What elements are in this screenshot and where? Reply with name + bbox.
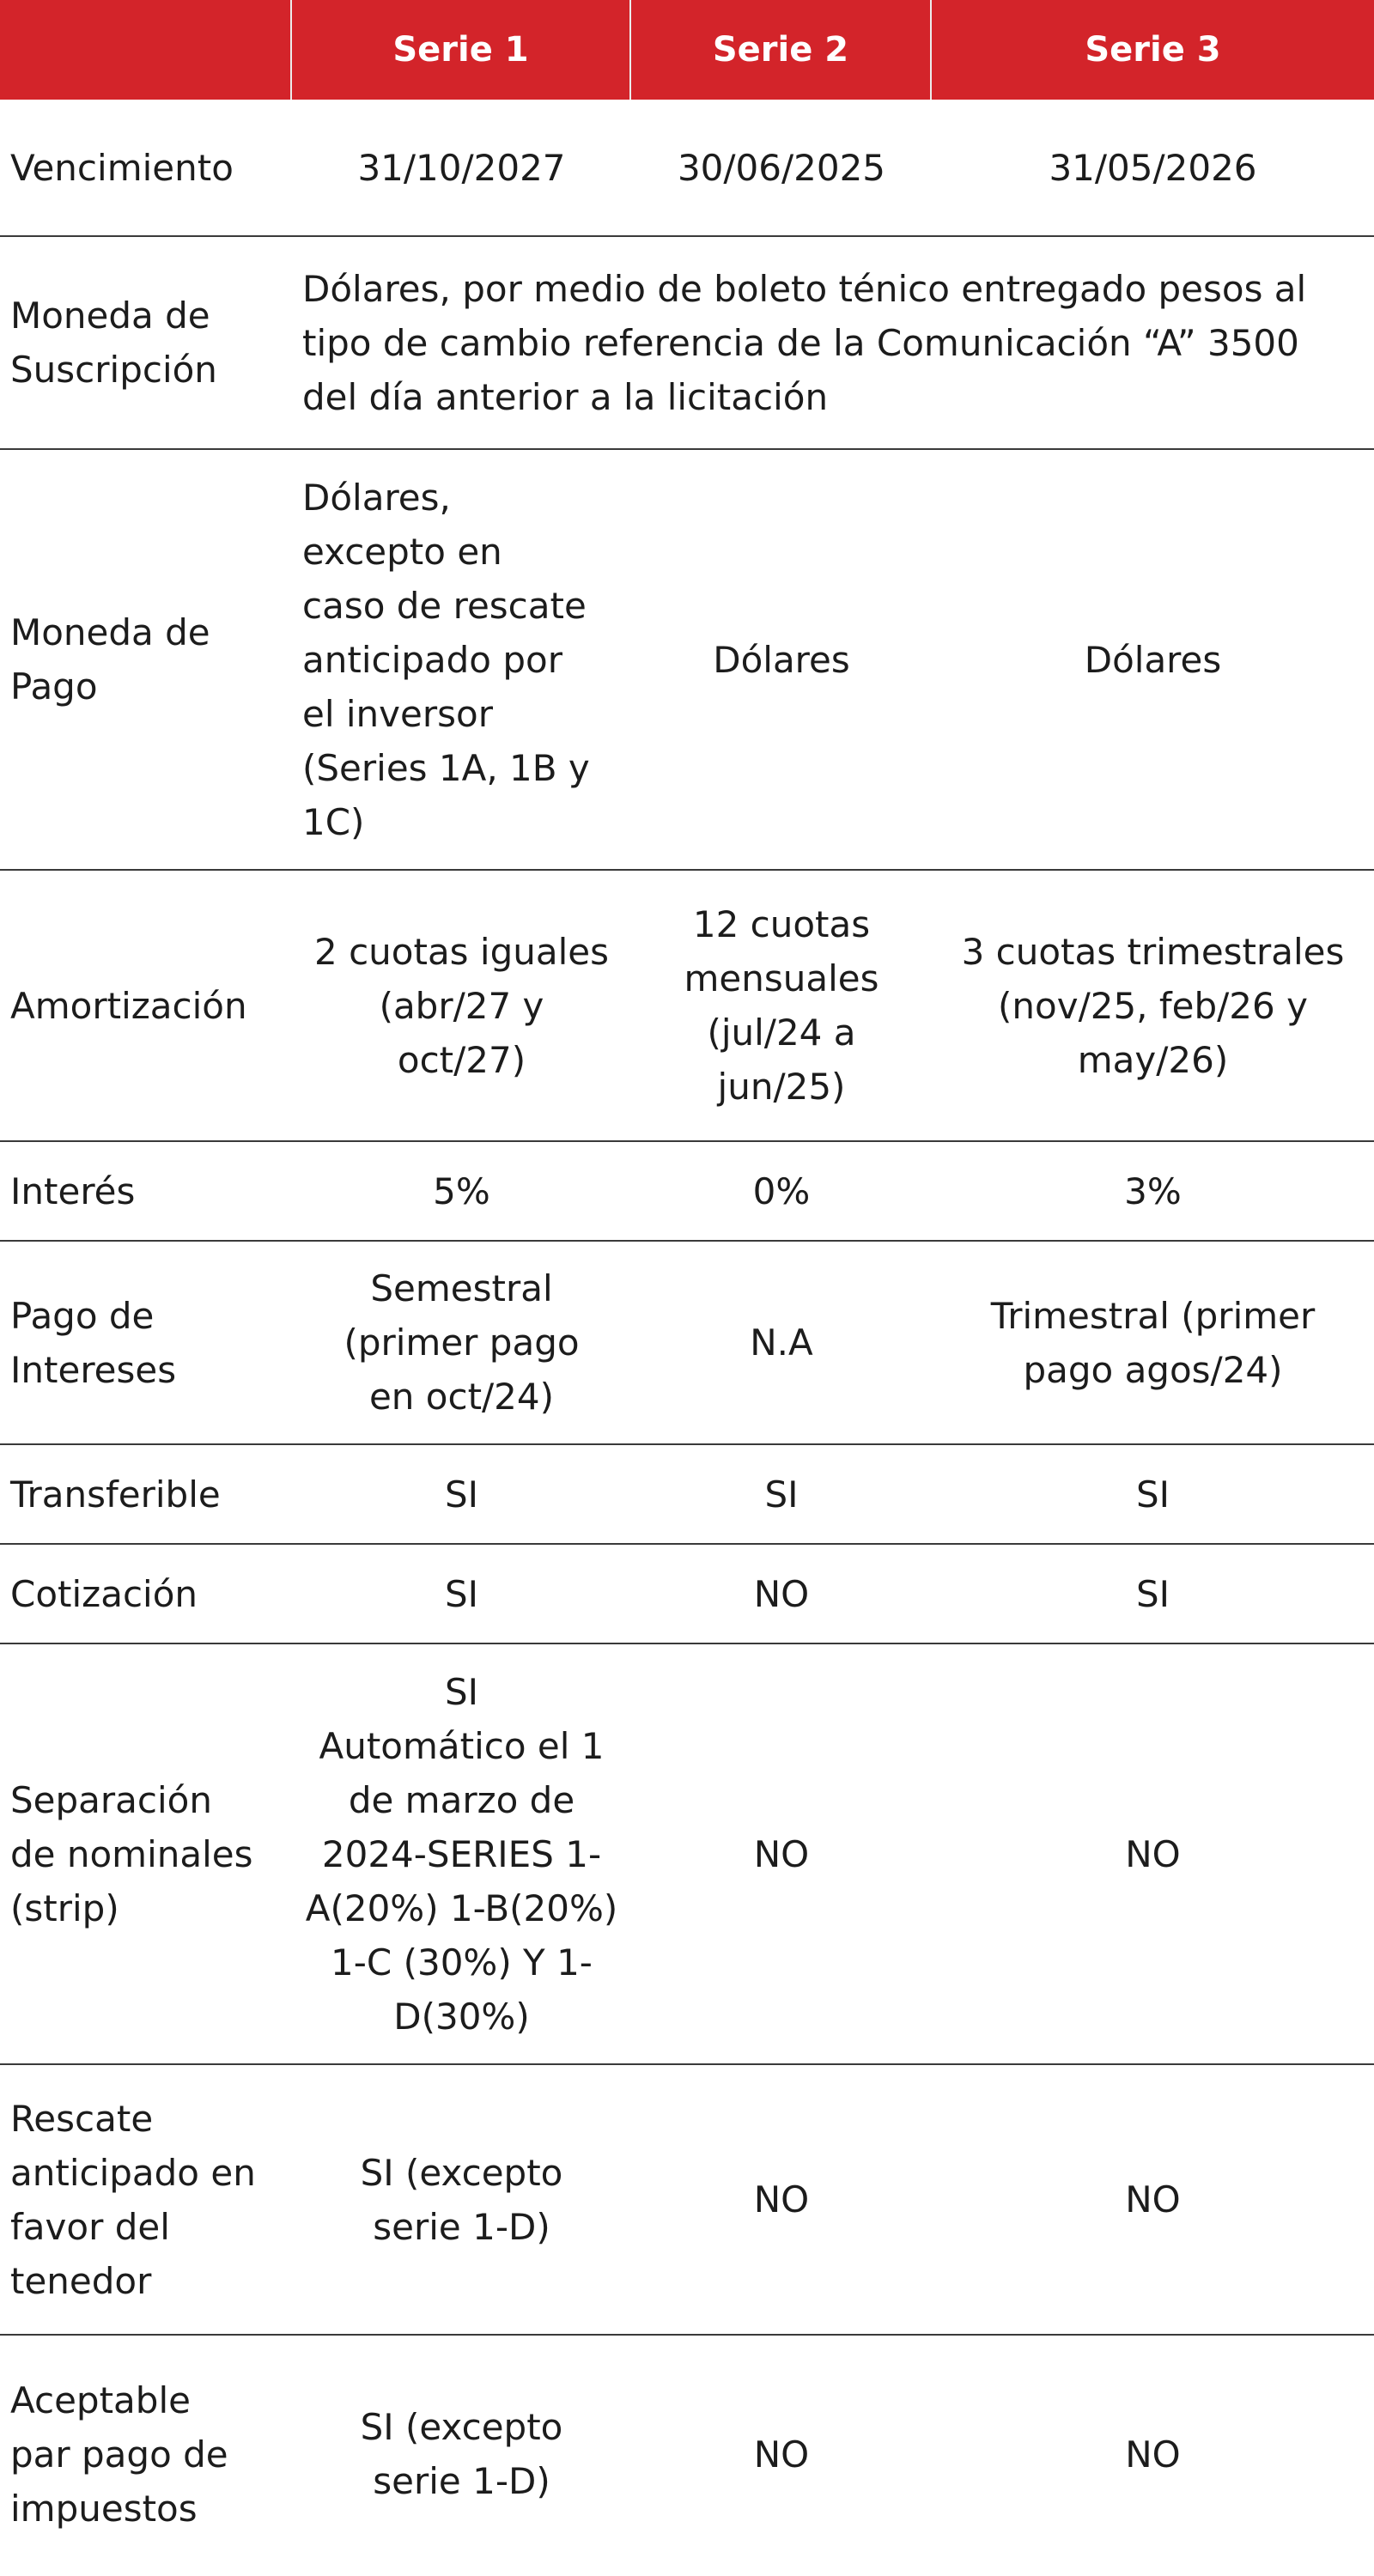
cell-serie-2: 0% bbox=[752, 1170, 811, 1212]
cell-serie-1: SI bbox=[444, 1572, 479, 1615]
cell-serie-1: Dólares, excepto en caso de rescate anticipado por el inversor (Series 1A, 1B y 1C) bbox=[302, 476, 590, 843]
cell-serie-3: SI bbox=[1135, 1572, 1170, 1615]
cell-serie-3: Trimestral (primer pago agos/24) bbox=[990, 1294, 1316, 1391]
cell-serie-2: NO bbox=[753, 1832, 810, 1875]
cell-serie-3: 3 cuotas trimestrales (nov/25, feb/26 y may/26) bbox=[961, 930, 1345, 1081]
cell-serie-1: SI Automático el 1 de marzo de 2024-SERIES 1- A(20%) 1-B(20%) 1-C (30%) Y 1- D(30%) bbox=[305, 1670, 618, 2038]
cell-all-series: Dólares, por medio de boleto ténico entregado pesos al tipo de cambio referencia de la Comunicación “A” 3500 del día anterior a la licitación bbox=[302, 267, 1307, 418]
row-transferible bbox=[0, 1445, 1374, 1545]
row-label: Transferible bbox=[10, 1473, 221, 1516]
cell-serie-2: SI bbox=[764, 1473, 799, 1516]
cell-serie-1: SI (excepto serie 1-D) bbox=[360, 2151, 563, 2248]
row-rescate-anticipado bbox=[0, 2065, 1374, 2336]
row-amortizacion bbox=[0, 871, 1374, 1142]
row-aceptable-impuestos bbox=[0, 2336, 1374, 2573]
row-vencimiento bbox=[0, 100, 1374, 237]
cell-serie-3: Dólares bbox=[1084, 638, 1222, 681]
cell-serie-2: Dólares bbox=[713, 638, 850, 681]
header-serie-1: Serie 1 bbox=[292, 0, 631, 100]
row-label: Interés bbox=[10, 1170, 136, 1212]
cell-serie-3: NO bbox=[1125, 2433, 1181, 2476]
row-label: Moneda de Pago bbox=[10, 611, 210, 708]
row-label: Vencimiento bbox=[10, 146, 234, 189]
row-label: Amortización bbox=[10, 984, 247, 1027]
cell-serie-1: 5% bbox=[433, 1170, 490, 1212]
row-moneda-suscripcion bbox=[0, 237, 1374, 450]
cell-serie-1: 2 cuotas iguales (abr/27 y oct/27) bbox=[314, 930, 609, 1081]
row-label: Aceptable par pago de impuestos bbox=[10, 2379, 228, 2530]
cell-serie-1: Semestral (primer pago en oct/24) bbox=[344, 1267, 580, 1418]
cell-serie-2: 30/06/2025 bbox=[677, 146, 886, 189]
row-pago-intereses bbox=[0, 1242, 1374, 1445]
row-moneda-pago bbox=[0, 450, 1374, 871]
cell-serie-3: SI bbox=[1135, 1473, 1170, 1516]
cell-serie-1: SI (excepto serie 1-D) bbox=[360, 2406, 563, 2502]
header-serie-3: Serie 3 bbox=[1085, 29, 1221, 70]
cell-serie-1: SI bbox=[444, 1473, 479, 1516]
row-label: Rescate anticipado en favor del tenedor bbox=[10, 2097, 256, 2302]
row-label: Separación de nominales (strip) bbox=[10, 1778, 253, 1929]
header-row bbox=[0, 0, 1374, 100]
cell-serie-3: 31/05/2026 bbox=[1049, 146, 1257, 189]
cell-serie-2: N.A bbox=[750, 1321, 813, 1364]
cell-serie-3: NO bbox=[1125, 1832, 1181, 1875]
cell-serie-1: 31/10/2027 bbox=[357, 146, 566, 189]
cell-serie-3: 3% bbox=[1124, 1170, 1182, 1212]
row-cotizacion bbox=[0, 1545, 1374, 1644]
header-corner-cell bbox=[0, 0, 292, 100]
row-separacion-nominales bbox=[0, 1644, 1374, 2065]
row-label: Pago de Intereses bbox=[10, 1294, 177, 1391]
header-serie-2: Serie 2 bbox=[631, 0, 932, 100]
cell-serie-2: 12 cuotas mensuales (jul/24 a jun/25) bbox=[684, 903, 879, 1108]
row-interes bbox=[0, 1142, 1374, 1242]
row-label: Cotización bbox=[10, 1572, 198, 1615]
row-label: Moneda de Suscripción bbox=[10, 295, 217, 391]
cell-serie-2: NO bbox=[753, 2433, 810, 2476]
cell-serie-3: NO bbox=[1125, 2178, 1181, 2221]
cell-serie-2: NO bbox=[753, 2178, 810, 2221]
cell-serie-2: NO bbox=[753, 1572, 810, 1615]
